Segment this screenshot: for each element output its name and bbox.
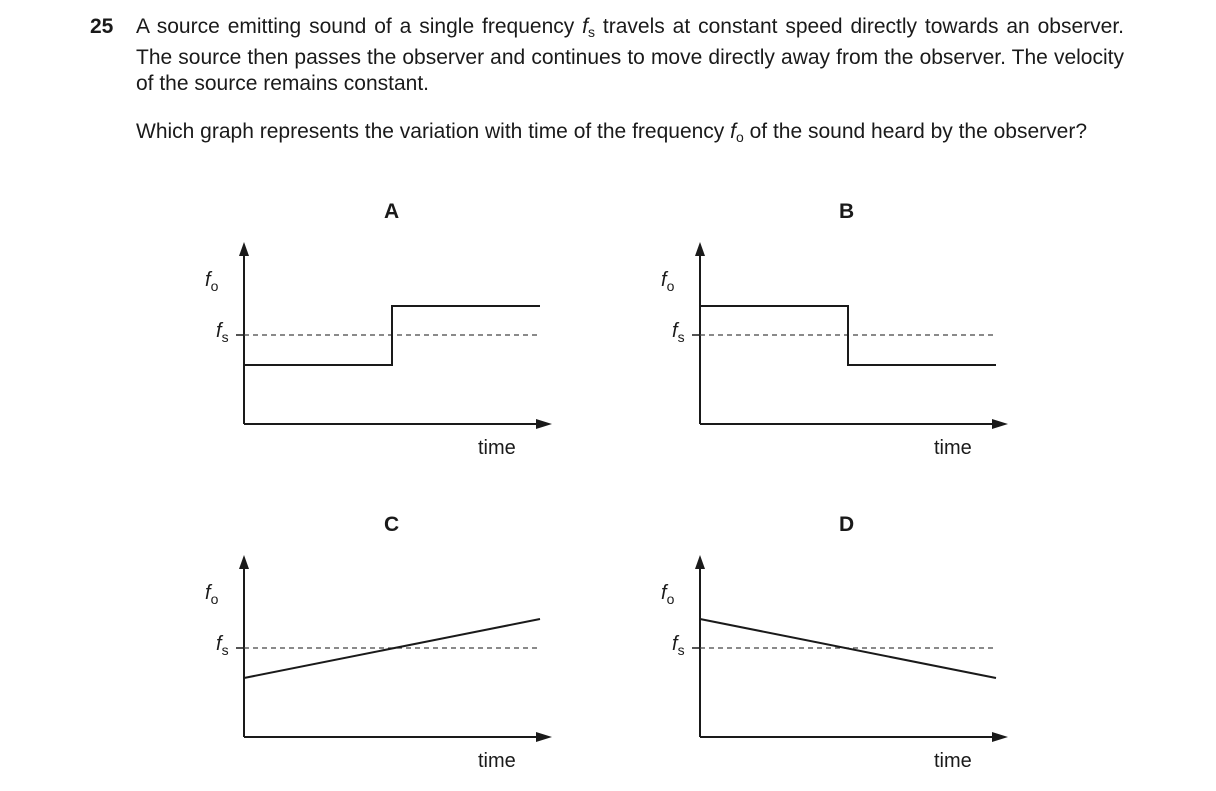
graph-label-b: B xyxy=(839,200,855,223)
x-axis-arrow-a xyxy=(536,419,552,429)
x-axis-label-time-d: time xyxy=(934,750,972,772)
symbol-f: f xyxy=(730,120,736,143)
symbol-f: f xyxy=(582,15,588,38)
graph-label-c: C xyxy=(384,513,400,536)
fs-label-a: $f_s$ xyxy=(216,320,229,345)
x-axis-label-time-b: time xyxy=(934,437,972,459)
stem-text-1: A source emitting sound of a single frequency xyxy=(136,15,583,38)
x-axis-arrow-c xyxy=(536,732,552,742)
y-axis-label-fo-b: $f_o$ xyxy=(661,269,675,294)
frequency-curve-a xyxy=(244,306,540,365)
graph-label-d: D xyxy=(839,513,855,536)
stem-text-2: travels at constant speed directly towards an observer. The source then passes the observer and continues to move directly away from the observer. The velocity of the source remains constant. xyxy=(136,15,1124,95)
symbol-subscript-o: o xyxy=(735,129,744,145)
y-axis-arrow-d xyxy=(695,555,705,569)
frequency-curve-c xyxy=(244,619,540,678)
x-axis-arrow-b xyxy=(992,419,1008,429)
fs-label-d: $f_s$ xyxy=(672,633,685,658)
symbol-subscript-s: s xyxy=(588,24,595,40)
y-axis-label-fo-c: $f_o$ xyxy=(205,582,219,607)
y-axis-arrow-c xyxy=(239,555,249,569)
question-number: 25 xyxy=(90,15,114,38)
frequency-curve-d xyxy=(700,619,996,678)
frequency-curve-b xyxy=(700,306,996,365)
x-axis-label-time-a: time xyxy=(478,437,516,459)
x-axis-label-time-c: time xyxy=(478,750,516,772)
graph-label-a: A xyxy=(384,200,400,223)
fs-label-c: $f_s$ xyxy=(216,633,229,658)
prompt-text-1: Which graph represents the variation with time of the frequency xyxy=(136,120,731,143)
y-axis-arrow-b xyxy=(695,242,705,256)
y-axis-label-fo-a: $f_o$ xyxy=(205,269,219,294)
x-axis-arrow-d xyxy=(992,732,1008,742)
prompt-text-2: of the sound heard by the observer? xyxy=(743,120,1088,143)
fs-label-b: $f_s$ xyxy=(672,320,685,345)
y-axis-arrow-a xyxy=(239,242,249,256)
y-axis-label-fo-d: $f_o$ xyxy=(661,582,675,607)
